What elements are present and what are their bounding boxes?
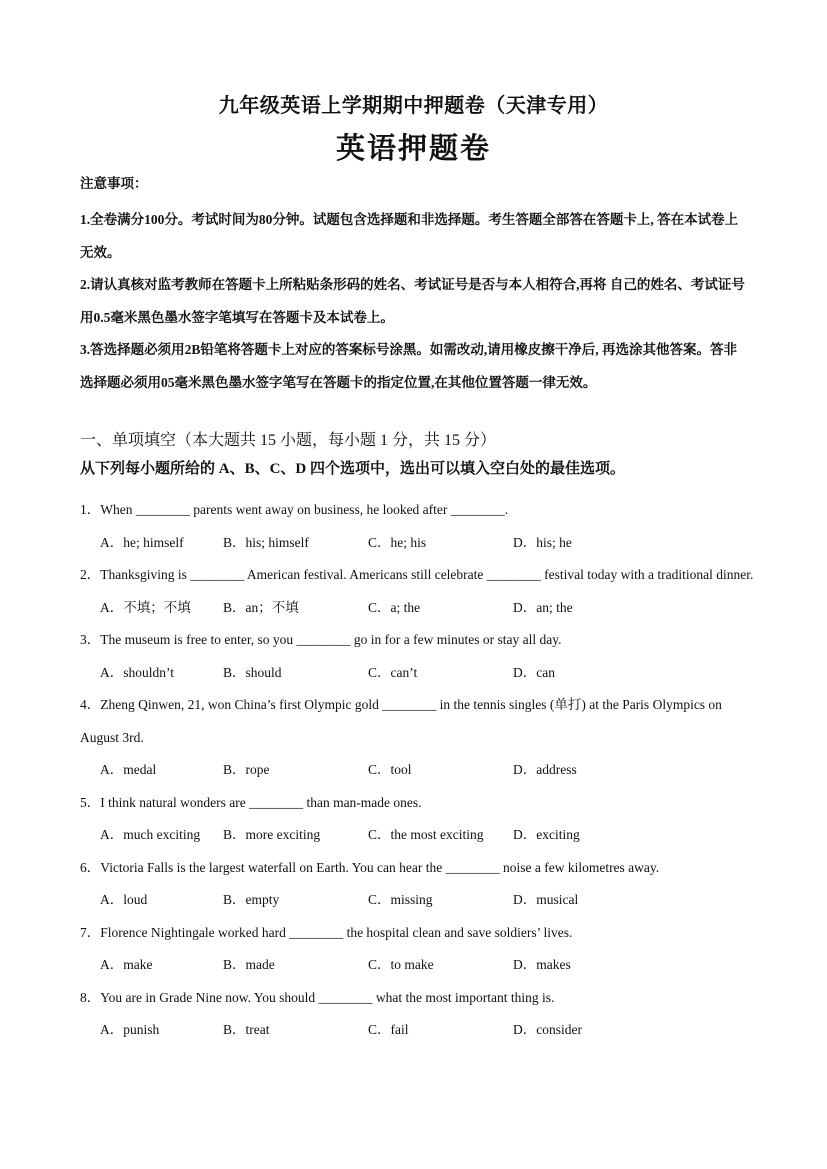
question-text: 1．When ________ parents went away on business, he looked after ________. (80, 502, 509, 517)
option-b: B．his; himself (223, 534, 309, 550)
option-row (80, 1014, 760, 1047)
question-4 (80, 689, 760, 787)
option-a: A．loud (100, 892, 148, 907)
option-b: B．rope (223, 762, 270, 777)
option-a: A．shouldn’t (100, 664, 175, 680)
option-row (80, 657, 760, 690)
option-row (80, 592, 760, 625)
option-b: B．made (223, 957, 275, 972)
option-a: A．much exciting (100, 827, 201, 842)
section-instruction: 从下列每小题所给的 A、B、C、D 四个选项中，选出可以填入空白处的最佳选项。 (80, 461, 626, 477)
exam-subtitle: 英语押题卷 (335, 133, 491, 165)
question-5 (80, 787, 760, 852)
option-c: C．can’t (368, 664, 418, 680)
option-d: D．consider (513, 1022, 582, 1037)
option-d: D．address (513, 762, 577, 777)
option-c: C．a; the (368, 599, 421, 615)
option-row (80, 819, 760, 852)
section-1-header (80, 428, 760, 484)
question-3 (80, 624, 760, 689)
question-text: 7．Florence Nightingale worked hard ________ the hospital clean and save soldiers’ lives. (80, 924, 573, 940)
exam-title: 九年级英语上学期期中押题卷（天津专用） (218, 95, 609, 117)
question-text: 5．I think natural wonders are ________ than man-made ones. (80, 794, 422, 810)
question-list (80, 494, 760, 1047)
option-a: A．make (100, 957, 153, 972)
option-d: D．musical (513, 892, 579, 907)
question-text: 8．You are in Grade Nine now. You should ________ what the most important thing is. (80, 989, 555, 1005)
option-c: C．to make (368, 957, 434, 972)
note-item: 2.请认真核对监考教师在答题卡上所粘贴条形码的姓名、考试证号是否与本人相符合,再将 自己的姓名、考试证号用0.5毫米黑色墨水签字笔填写在答题卡及本试卷上。 (80, 277, 745, 325)
question-6 (80, 852, 760, 917)
question-8 (80, 982, 760, 1047)
option-row (80, 949, 760, 982)
option-a: A．不填；不填 (100, 599, 191, 615)
option-b: B．treat (223, 1022, 270, 1037)
question-text: 3．The museum is free to enter, so you ________ go in for a few minutes or stay all day. (80, 632, 562, 647)
option-d: D．an; the (513, 599, 573, 615)
option-d: D．makes (513, 957, 571, 972)
option-a: A．medal (100, 762, 157, 777)
option-row (80, 754, 760, 787)
option-row (80, 527, 760, 560)
option-b: B．more exciting (223, 827, 321, 842)
option-b: B．empty (223, 892, 280, 907)
option-c: C．tool (368, 762, 412, 777)
option-c: C．he; his (368, 534, 427, 550)
option-c: C．fail (368, 1022, 409, 1037)
question-7 (80, 917, 760, 982)
option-d: D．exciting (513, 827, 580, 842)
option-b: B．should (223, 664, 282, 680)
option-a: A．he; himself (100, 534, 184, 550)
question-text: 4．Zheng Qinwen, 21, won China’s first Olympic gold ________ in the tennis singles (单打) at the Paris Olympics on August 3rd. (80, 697, 722, 745)
option-b: B．an；不填 (223, 599, 299, 615)
notes-section (80, 172, 750, 399)
option-c: C．the most exciting (368, 827, 484, 842)
section-heading: 一、单项填空（本大题共 15 小题，每小题 1 分，共 15 分） (80, 432, 497, 449)
question-text: 2．Thanksgiving is ________ American festival. Americans still celebrate ________ festival today with a traditional dinner. (80, 567, 754, 582)
option-d: D．can (513, 664, 555, 680)
option-d: D．his; he (513, 534, 572, 550)
question-text: 6．Victoria Falls is the largest waterfall on Earth. You can hear the ________ noise a few kilometres away. (80, 859, 660, 875)
question-2 (80, 559, 760, 624)
question-1 (80, 494, 760, 559)
note-item: 3.答选择题必须用2B铅笔将答题卡上对应的答案标号涂黑。如需改动,请用橡皮擦干净后, 再选涂其他答案。答非选择题必须用05毫米黑色墨水签字笔写在答题卡的指定位置,在其他位置答题一律无效。 (80, 342, 738, 390)
option-row (80, 884, 760, 917)
option-c: C．missing (368, 892, 433, 907)
note-item: 1.全卷满分100分。考试时间为80分钟。试题包含选择题和非选择题。考生答题全部答在答题卡上, 答在本试卷上无效。 (80, 212, 739, 260)
notes-heading: 注意事项： (80, 176, 148, 191)
option-a: A．punish (100, 1022, 160, 1037)
